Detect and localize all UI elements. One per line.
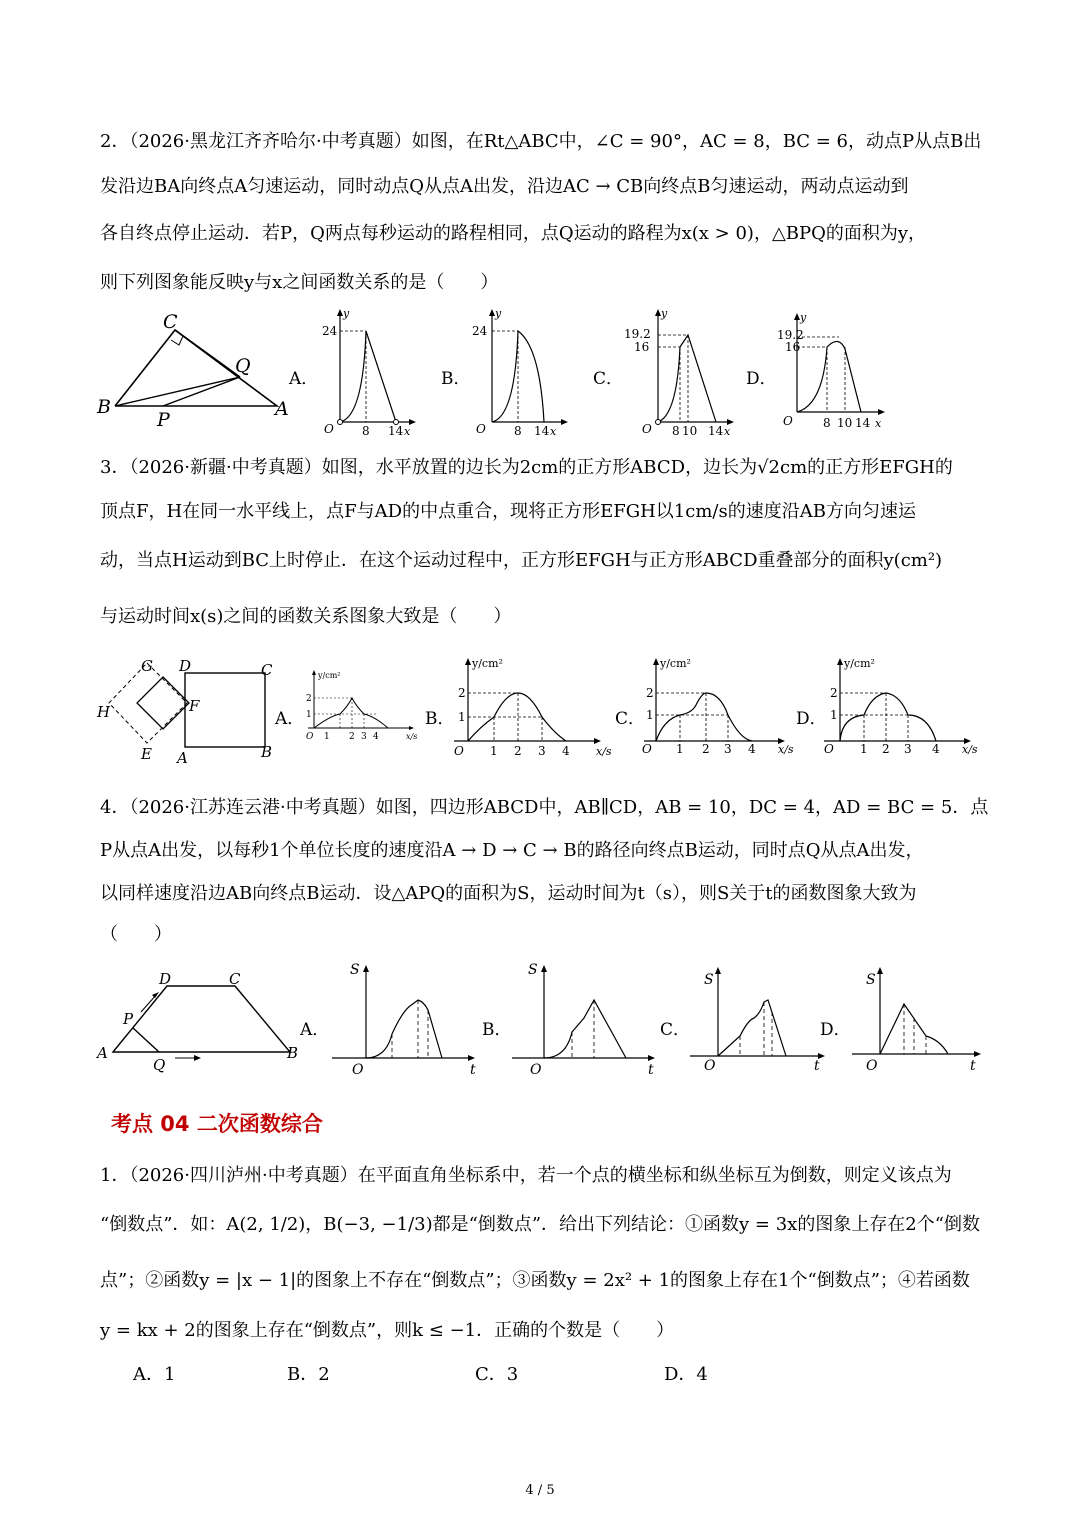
q3-graph-a [300, 668, 430, 748]
q4-graph-a [330, 962, 490, 1082]
svg-text:x/s: x/s [962, 743, 978, 756]
label-P: P [157, 409, 170, 431]
s4q1-line-4: y = kx + 2的图象上存在“倒数点”，则k ≤ −1．正确的个数是（ ） [100, 1320, 675, 1341]
svg-text:x: x [404, 425, 411, 438]
svg-text:x: x [875, 417, 882, 430]
svg-text:S: S [866, 972, 876, 988]
q3-line-2: 顶点F，H在同一水平线上，点F与AD的中点重合，现将正方形EFGH以1cm/s的速度沿AB方向匀速运 [100, 501, 916, 522]
q4-graph-b [510, 962, 670, 1082]
svg-text:4: 4 [373, 732, 379, 742]
svg-text:D: D [159, 970, 172, 988]
svg-text:F: F [189, 697, 200, 715]
q2-option-c: C． [593, 369, 624, 389]
q2-option-b: B． [441, 369, 471, 389]
page-number: 4 / 5 [525, 1483, 555, 1498]
q3-line-4: 与运动时间x(s)之间的函数关系图象大致是（ ） [100, 606, 512, 627]
q3-graph-b [450, 655, 620, 770]
svg-text:1: 1 [458, 710, 466, 724]
svg-text:P: P [123, 1010, 134, 1028]
svg-text:2: 2 [458, 686, 466, 700]
choice-d[interactable]: D．4 [664, 1364, 708, 1385]
q4-option-b: B． [482, 1020, 512, 1040]
svg-text:O: O [866, 1058, 878, 1074]
svg-text:8: 8 [823, 416, 831, 430]
label-B: B [97, 396, 111, 418]
svg-text:1: 1 [324, 732, 330, 742]
q3-option-a: A． [275, 709, 305, 729]
q2-graph-d [775, 307, 890, 437]
svg-text:2: 2 [514, 744, 522, 758]
q4-line-4: （ ） [100, 924, 172, 945]
svg-text:x/s: x/s [778, 743, 794, 756]
svg-text:1: 1 [646, 708, 654, 722]
svg-text:3: 3 [904, 742, 912, 756]
svg-text:O: O [783, 414, 793, 428]
svg-text:D: D [179, 657, 192, 675]
svg-text:1: 1 [490, 744, 498, 758]
svg-text:B: B [261, 743, 273, 761]
svg-text:S: S [350, 962, 360, 978]
choice-b[interactable]: B．2 [287, 1364, 330, 1385]
q2-line-1: 2．（2026·黑龙江齐齐哈尔·中考真题）如图，在Rt△ABC中，∠C = 90°，AC = 8，BC = 6，动点P从点B出 [100, 131, 982, 152]
svg-text:2: 2 [830, 686, 838, 700]
svg-text:O: O [306, 732, 314, 742]
label-A: A [275, 398, 289, 420]
svg-text:y: y [800, 311, 807, 324]
q4-option-a: A． [300, 1020, 330, 1040]
q4-line-1: 4．（2026·江苏连云港·中考真题）如图，四边形ABCD中，AB∥CD，AB = 10，DC = 4，AD = BC = 5．点 [100, 797, 989, 818]
q3-option-d: D． [796, 709, 827, 729]
svg-text:Q: Q [153, 1056, 166, 1074]
q2-graph-c [622, 307, 737, 437]
svg-text:y/cm²: y/cm² [660, 657, 691, 670]
svg-text:O: O [530, 1062, 542, 1078]
svg-text:3: 3 [724, 742, 732, 756]
svg-text:1: 1 [676, 742, 684, 756]
svg-text:x: x [724, 425, 731, 438]
q3-graph-c [640, 655, 800, 760]
svg-text:A: A [97, 1044, 108, 1062]
q2-line-2: 发沿边BA向终点A匀速运动，同时动点Q从点A出发，沿边AC → CB向终点B匀速运动，两动点运动到 [100, 176, 909, 197]
svg-text:19.2: 19.2 [777, 328, 804, 342]
svg-text:1: 1 [830, 708, 838, 722]
choice-c[interactable]: C．3 [475, 1364, 519, 1385]
svg-text:C: C [229, 970, 241, 988]
svg-text:2: 2 [646, 686, 654, 700]
svg-text:y/cm²: y/cm² [318, 671, 341, 680]
q3-option-b: B． [425, 709, 455, 729]
s4q1-line-2: “倒数点”．如：A(2, 1/2)，B(−3, −1/3)都是“倒数点”．给出下列结论：①函数y = 3x的图象上存在2个“倒数 [100, 1214, 980, 1235]
svg-text:10: 10 [682, 424, 698, 438]
svg-text:3: 3 [361, 732, 367, 742]
svg-text:24: 24 [322, 324, 338, 338]
svg-text:19.2: 19.2 [624, 327, 651, 341]
svg-text:2: 2 [349, 732, 355, 742]
svg-text:A: A [177, 749, 188, 767]
svg-text:8: 8 [672, 424, 680, 438]
svg-text:1: 1 [306, 710, 312, 720]
q2-option-a: A． [289, 369, 319, 389]
svg-text:y/cm²: y/cm² [844, 657, 875, 670]
svg-text:O: O [454, 744, 464, 758]
svg-text:8: 8 [362, 424, 370, 438]
svg-text:t: t [470, 1062, 476, 1078]
label-Q: Q [235, 355, 251, 377]
q4-line-3: 以同样速度沿边AB向终点B运动．设△APQ的面积为S，运动时间为t（s），则S关于t的函数图象大致为 [100, 883, 917, 904]
q4-option-c: C． [660, 1020, 691, 1040]
svg-text:4: 4 [562, 744, 570, 758]
q3-squares-figure [95, 655, 285, 770]
svg-text:16: 16 [785, 340, 801, 354]
svg-text:x/s: x/s [596, 745, 612, 758]
svg-text:H: H [97, 703, 111, 721]
svg-text:B: B [287, 1044, 299, 1062]
svg-text:O: O [352, 1062, 364, 1078]
svg-text:2: 2 [882, 742, 890, 756]
q4-line-2: P从点A出发，以每秒1个单位长度的速度沿A → D → C → B的路径向终点B运动，同时点Q从点A出发， [100, 840, 924, 861]
q4-graph-c [688, 962, 838, 1072]
q3-line-1: 3．（2026·新疆·中考真题）如图，水平放置的边长为2cm的正方形ABCD，边长为√2cm的正方形EFGH的 [100, 457, 953, 478]
q2-line-3: 各自终点停止运动．若P，Q两点每秒运动的路程相同，点Q运动的路程为x(x > 0)，△BPQ的面积为y， [100, 223, 927, 244]
svg-text:C: C [261, 661, 273, 679]
svg-text:8: 8 [514, 424, 522, 438]
q2-option-d: D． [746, 369, 777, 389]
svg-text:O: O [824, 742, 834, 756]
svg-text:x/s: x/s [406, 732, 418, 741]
svg-text:y: y [343, 307, 350, 320]
q3-line-3: 动，当点H运动到BC上时停止．在这个运动过程中，正方形EFGH与正方形ABCD重叠部分的面积y(cm²) [100, 550, 943, 571]
q2-graph-b [470, 307, 570, 437]
svg-text:y: y [661, 307, 668, 320]
svg-text:y/cm²: y/cm² [472, 657, 503, 670]
svg-text:O: O [704, 1058, 716, 1074]
svg-text:14: 14 [708, 424, 724, 438]
svg-text:E: E [141, 745, 152, 763]
svg-text:O: O [476, 422, 486, 436]
svg-text:O: O [642, 422, 652, 436]
svg-text:24: 24 [472, 324, 488, 338]
s4q1-line-1: 1．（2026·四川泸州·中考真题）在平面直角坐标系中，若一个点的横坐标和纵坐标互为倒数，则定义该点为 [100, 1165, 952, 1186]
choice-a[interactable]: A．1 [133, 1364, 176, 1385]
q2-triangle-figure [95, 310, 295, 430]
svg-text:16: 16 [634, 340, 650, 354]
svg-text:G: G [141, 657, 153, 675]
svg-text:14: 14 [388, 424, 404, 438]
q4-graph-d [850, 962, 985, 1072]
svg-text:2: 2 [306, 694, 312, 704]
q4-option-d: D． [820, 1020, 851, 1040]
svg-text:4: 4 [748, 742, 756, 756]
q3-graph-d [820, 655, 985, 760]
svg-text:S: S [704, 972, 714, 988]
svg-text:4: 4 [932, 742, 940, 756]
svg-text:t: t [970, 1058, 976, 1074]
s4q1-line-3: 点”；②函数y = |x − 1|的图象上不存在“倒数点”；③函数y = 2x² + 1的图象上存在1个“倒数点”；④若函数 [100, 1270, 970, 1291]
svg-text:S: S [528, 962, 538, 978]
svg-text:3: 3 [538, 744, 546, 758]
svg-text:y: y [495, 307, 502, 320]
q4-trapezoid-figure [95, 966, 310, 1076]
q2-line-4: 则下列图象能反映y与x之间函数关系的是（ ） [100, 272, 499, 293]
section-heading: 考点 04 二次函数综合 [111, 1112, 323, 1136]
svg-text:1: 1 [860, 742, 868, 756]
svg-text:14: 14 [534, 424, 550, 438]
svg-text:10: 10 [837, 416, 853, 430]
q3-option-c: C． [615, 709, 646, 729]
q2-graph-a [318, 307, 418, 437]
svg-text:O: O [324, 422, 334, 436]
svg-text:t: t [648, 1062, 654, 1078]
svg-text:14: 14 [855, 416, 871, 430]
svg-text:2: 2 [702, 742, 710, 756]
svg-text:O: O [642, 742, 652, 756]
svg-text:x: x [550, 425, 557, 438]
label-C: C [163, 311, 178, 333]
svg-text:t: t [814, 1058, 820, 1074]
